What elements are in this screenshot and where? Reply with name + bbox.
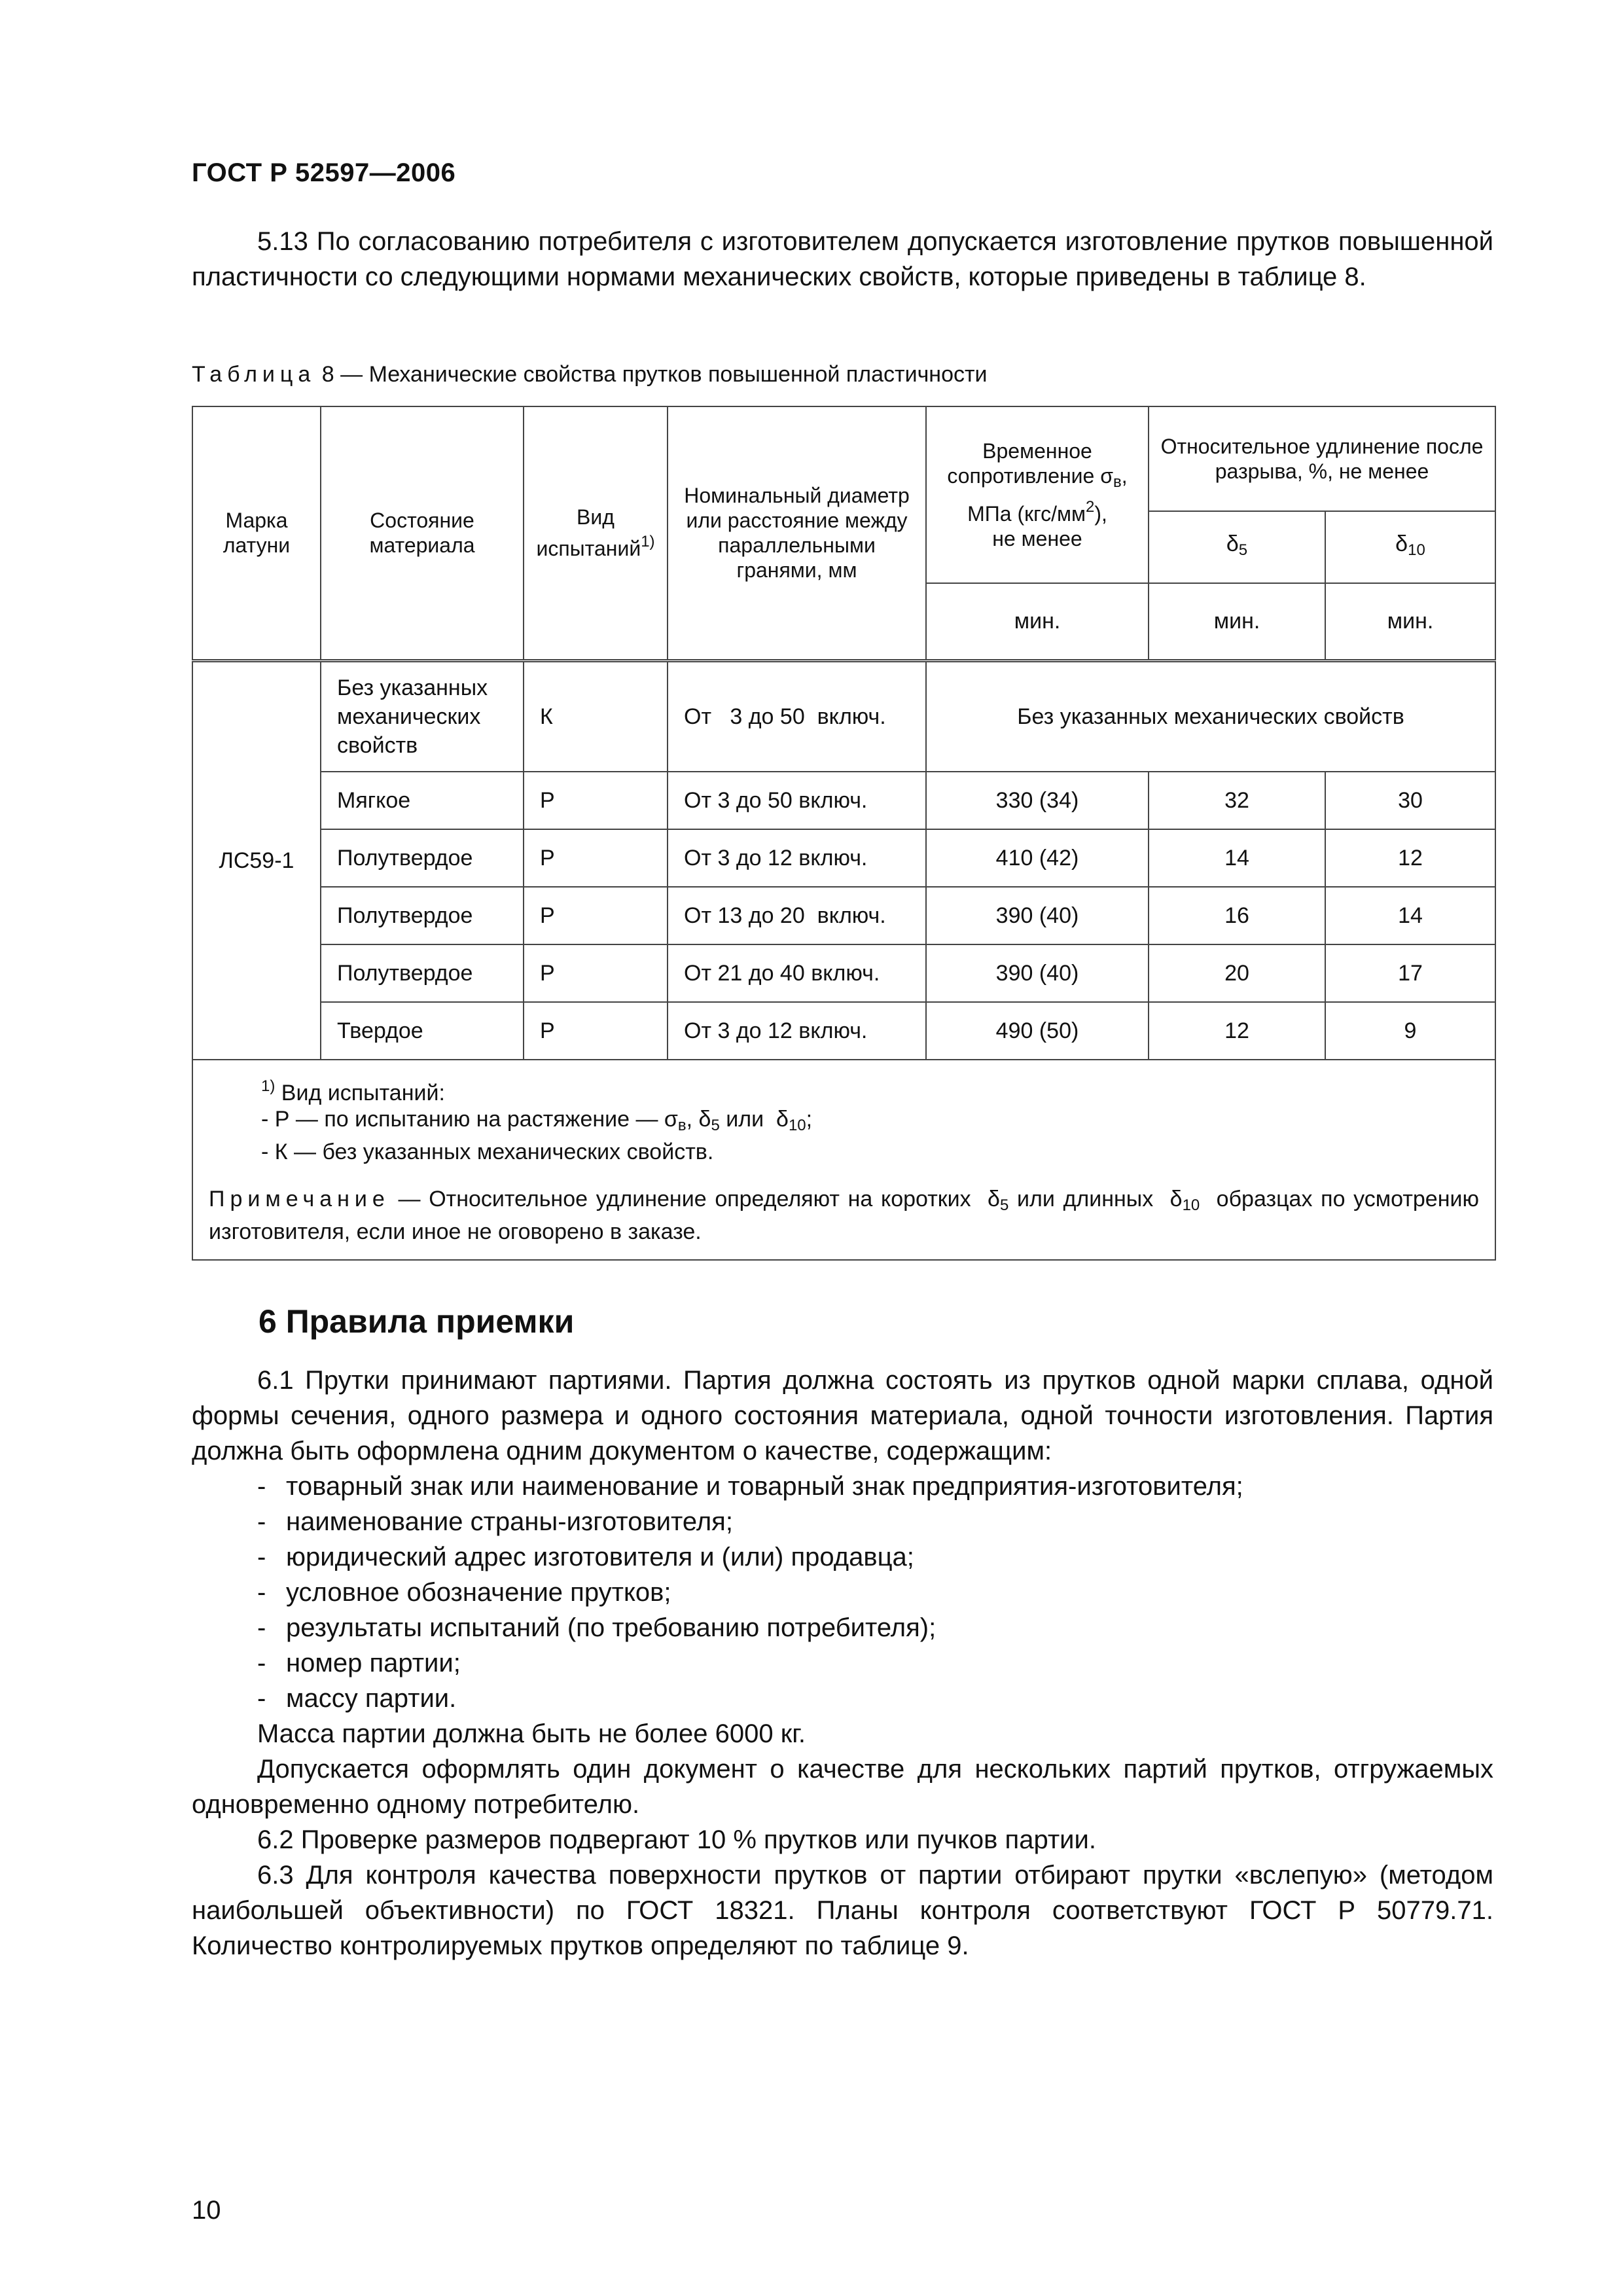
table-row — [192, 1002, 1495, 1060]
row-d5: 14 — [1149, 829, 1325, 887]
row-diameter: От 3 до 12 включ. — [668, 829, 926, 887]
row-d5: 12 — [1149, 1002, 1325, 1060]
list-item: - результаты испытаний (по требованию потребителя); — [257, 1610, 1501, 1645]
note-text-2: или длинных δ — [1008, 1187, 1183, 1211]
header-strength-sub: в — [1113, 473, 1122, 491]
header-strength-close: ), — [1094, 502, 1107, 526]
row-strength: 490 (50) — [926, 1002, 1149, 1060]
table-row-diameter: От 3 до 50 включ. — [668, 660, 926, 772]
table-row — [192, 944, 1495, 1002]
grade-cell: ЛС59-1 — [192, 660, 321, 1060]
table-note — [209, 1186, 1486, 1245]
table-row — [192, 772, 1495, 829]
header-min-strength: мин. — [926, 583, 1149, 660]
row-test: Р — [524, 887, 668, 944]
row-d5: 32 — [1149, 772, 1325, 829]
header-strength-text: Временное сопротивление σ — [947, 439, 1113, 488]
header-elongation: Относительное удлинение после разрыва, %, не менее — [1149, 406, 1495, 511]
paragraph-6-2: 6.2 Проверке размеров подвергают 10 % прутков или пучков партии. — [257, 1825, 1096, 1854]
paragraph-6-3: 6.3 Для контроля качества поверхности прутков от партии отбирают прутки «вслепую» (методом наибольшей объективности) по ГОСТ 18321. Планы контроля соответствуют ГОСТ Р 50779.71. Количество контролируемых прутков определяют по таблице 9. — [192, 1861, 1493, 1960]
table-row-merged-properties: Без указанных механических свойств — [926, 660, 1495, 772]
table-caption — [192, 362, 988, 387]
header-strength-comma: , — [1121, 464, 1128, 488]
list-item: - условное обозначение прутков; — [257, 1575, 1501, 1610]
footnote-p-line — [209, 1106, 1479, 1139]
delta5-symbol: δ — [1226, 531, 1239, 556]
note-text-3: образцах по усмотрению изготовителя, если иное не оговорено в заказе. — [209, 1187, 1486, 1244]
row-test: Р — [524, 772, 668, 829]
footnote-title-line — [209, 1073, 1479, 1106]
header-min-d5: мин. — [1149, 583, 1325, 660]
row-state: Мягкое — [321, 772, 524, 829]
row-d10: 30 — [1325, 772, 1495, 829]
table-caption-text: 8 — Механические свойства прутков повышенной пластичности — [321, 362, 988, 387]
fn-p-2: , δ — [686, 1107, 711, 1132]
row-d10: 9 — [1325, 1002, 1495, 1060]
note-label: Примечание — [209, 1187, 390, 1211]
header-strength-sup: 2 — [1085, 498, 1095, 516]
footnote-marker: 1) — [261, 1077, 276, 1095]
table-row — [192, 829, 1495, 887]
table-row-state: Без указанных механических свойств — [321, 660, 524, 772]
mass-limit-text: Масса партии должна быть не более 6000 кг. — [257, 1719, 806, 1748]
row-strength: 390 (40) — [926, 944, 1149, 1002]
footnote-k-line: - К — без указанных механических свойств. — [261, 1139, 714, 1164]
table-row — [192, 887, 1495, 944]
one-document-text: Допускается оформлять один документ о качестве для нескольких партий прутков, отгружаемых одновременно одному потребителю. — [192, 1755, 1493, 1819]
fn-p-sub-1: в — [677, 1117, 687, 1134]
delta10-sub: 10 — [1408, 541, 1425, 559]
row-d10: 12 — [1325, 829, 1495, 887]
row-test: Р — [524, 1002, 668, 1060]
document-header: ГОСТ Р 52597—2006 — [192, 158, 456, 187]
header-strength-min: не менее — [992, 527, 1082, 550]
list-item: - товарный знак или наименование и товарный знак предприятия-изготовителя; — [257, 1469, 1501, 1504]
table-footnote — [192, 1060, 1495, 1260]
header-delta10 — [1325, 511, 1495, 583]
note-text-1: — Относительное удлинение определяют на коротких δ — [389, 1187, 1000, 1211]
list-item: - массу партии. — [257, 1681, 1501, 1716]
row-diameter: От 3 до 50 включ. — [668, 772, 926, 829]
header-delta5 — [1149, 511, 1325, 583]
row-state: Полутвердое — [321, 829, 524, 887]
page-number: 10 — [192, 2196, 221, 2225]
fn-p-3: или δ — [719, 1107, 789, 1132]
section-6-title: 6 Правила приемки — [259, 1303, 575, 1340]
row-state: Полутвердое — [321, 944, 524, 1002]
row-strength: 410 (42) — [926, 829, 1149, 887]
paragraph-6-1: 6.1 Прутки принимают партиями. Партия должна состоять из прутков одной марки сплава, одной формы сечения, одного размера и одного состояния материала, одной точности изготовления. Партия должна быть оформлена одним документом о качестве, содержащим: — [192, 1366, 1493, 1465]
row-d5: 16 — [1149, 887, 1325, 944]
list-item: - номер партии; — [257, 1645, 1501, 1681]
row-strength: 390 (40) — [926, 887, 1149, 944]
footnote-title: Вид испытаний: — [281, 1081, 445, 1105]
delta5-sub: 5 — [1238, 541, 1248, 559]
table-row-test: К — [524, 660, 668, 772]
row-test: Р — [524, 829, 668, 887]
header-test-type-label: Вид испытаний — [536, 505, 641, 561]
row-test: Р — [524, 944, 668, 1002]
table-caption-label: Таблица — [192, 362, 316, 387]
fn-p-4: ; — [806, 1107, 813, 1132]
row-state: Полутвердое — [321, 887, 524, 944]
header-test-type — [524, 406, 668, 660]
header-diameter: Номинальный диаметр или расстояние между параллельными гранями, мм — [668, 406, 926, 660]
delta10-symbol: δ — [1395, 531, 1408, 556]
mechanical-properties-table — [192, 406, 1496, 1261]
note-sub-2: 10 — [1182, 1196, 1200, 1214]
header-min-d10: мин. — [1325, 583, 1495, 660]
header-strength — [926, 406, 1149, 583]
fn-p-sub-2: 5 — [711, 1117, 720, 1134]
header-grade: Марка латуни — [192, 406, 321, 660]
row-d10: 14 — [1325, 887, 1495, 944]
row-d5: 20 — [1149, 944, 1325, 1002]
row-strength: 330 (34) — [926, 772, 1149, 829]
quality-document-list — [257, 1469, 1501, 1716]
header-strength-unit: МПа (кгс/мм — [967, 502, 1086, 526]
list-item: - наименование страны-изготовителя; — [257, 1504, 1501, 1539]
header-test-type-sup: 1) — [641, 533, 655, 551]
paragraph-5-13: 5.13 По согласованию потребителя с изготовителем допускается изготовление прутков повышенной пластичности со следующими нормами механических свойств, которые приведены в таблице 8. — [192, 227, 1493, 291]
row-diameter: От 21 до 40 включ. — [668, 944, 926, 1002]
row-diameter: От 13 до 20 включ. — [668, 887, 926, 944]
row-d10: 17 — [1325, 944, 1495, 1002]
fn-p-1: - Р — по испытанию на растяжение — σ — [261, 1107, 678, 1132]
fn-p-sub-3: 10 — [788, 1117, 806, 1134]
list-item: - юридический адрес изготовителя и (или) продавца; — [257, 1539, 1501, 1575]
header-state: Состояние материала — [321, 406, 524, 660]
row-diameter: От 3 до 12 включ. — [668, 1002, 926, 1060]
row-state: Твердое — [321, 1002, 524, 1060]
note-sub-1: 5 — [999, 1196, 1009, 1214]
